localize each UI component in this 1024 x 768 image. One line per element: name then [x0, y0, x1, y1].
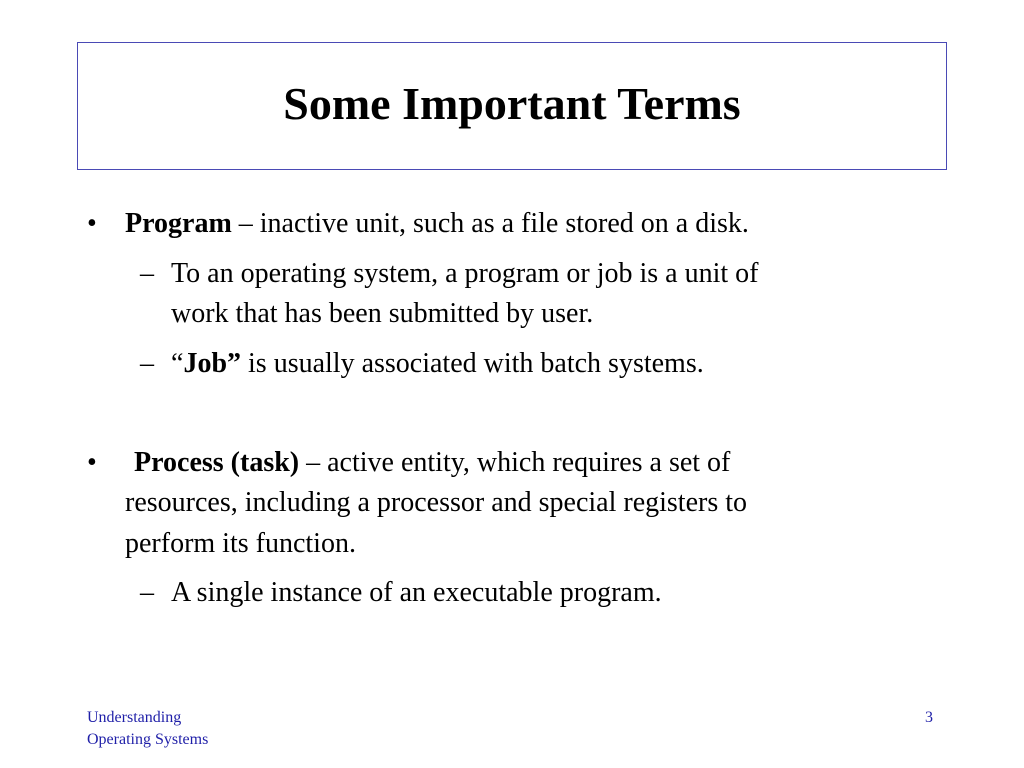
page-number: 3 — [925, 709, 933, 726]
program-sub1-line2: work that has been submitted by user. — [171, 298, 594, 329]
process-sub1: A single instance of an executable program. — [171, 577, 662, 608]
bullet-process — [134, 443, 730, 483]
term-process: Process (task) — [134, 447, 300, 478]
dash-marker: – — [140, 348, 154, 379]
program-sub2 — [171, 344, 704, 384]
process-definition: – active entity, which requires a set of — [299, 447, 731, 478]
footer-course-title — [87, 707, 208, 751]
program-definition: – inactive unit, such as a file stored on a disk. — [231, 208, 749, 239]
dash-marker: – — [140, 577, 154, 608]
bullet-marker: • — [87, 447, 97, 478]
process-line3: perform its function. — [125, 528, 356, 559]
term-job: Job” — [183, 348, 242, 379]
process-line2: resources, including a processor and special registers to — [125, 487, 748, 518]
open-quote: “ — [171, 348, 184, 379]
footer-line2: Operating Systems — [87, 731, 209, 748]
slide-title: Some Important Terms — [283, 78, 741, 129]
dash-marker: – — [140, 258, 154, 289]
bullet-marker: • — [87, 208, 97, 239]
footer-line1: Understanding — [87, 709, 182, 726]
title-box — [77, 42, 947, 170]
job-description: is usually associated with batch systems. — [241, 348, 704, 379]
bullet-program — [125, 204, 749, 244]
term-program: Program — [125, 208, 232, 239]
program-sub1-line1: To an operating system, a program or job is a unit of — [171, 258, 759, 289]
